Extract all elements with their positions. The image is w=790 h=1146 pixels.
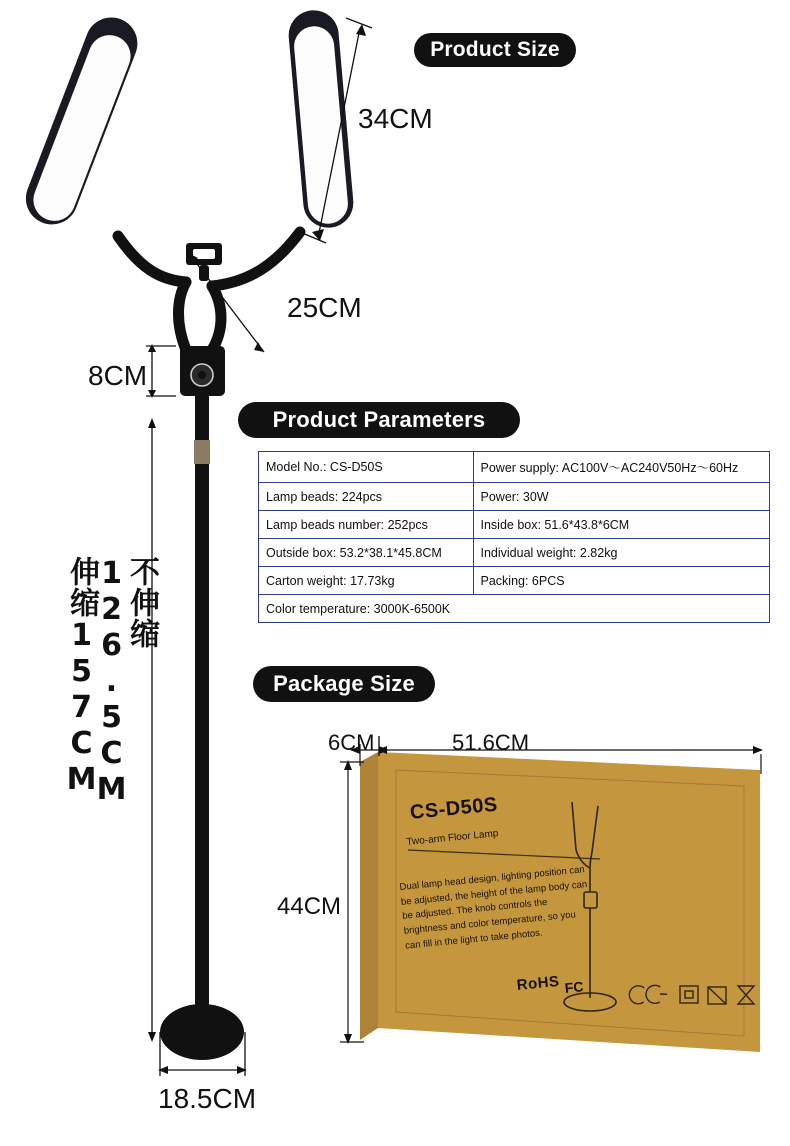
lamp-base bbox=[160, 1004, 244, 1060]
box-model-label: CS-D50S bbox=[409, 793, 499, 824]
dimension-package-depth: 6CM bbox=[328, 730, 375, 755]
dimension-package-height: 44CM bbox=[277, 893, 342, 920]
param-cell: Power supply: AC100V〜AC240V50Hz〜60Hz bbox=[473, 452, 770, 483]
table-row bbox=[259, 483, 770, 511]
table-row bbox=[259, 595, 770, 623]
param-cell: Lamp beads: 224pcs bbox=[259, 483, 474, 511]
control-box bbox=[180, 346, 225, 396]
left-lamp-head bbox=[18, 10, 145, 232]
param-cell: Power: 30W bbox=[473, 483, 770, 511]
box-description-text: Dual lamp head design, lighting position can be adjusted, the height of the lamp body can be adjusted. The knob controls the brightness and color temperature, so you can fill in the light to take photos. bbox=[399, 864, 588, 952]
right-lamp-head bbox=[287, 8, 356, 230]
product-parameters-table bbox=[258, 451, 770, 623]
table-row bbox=[259, 567, 770, 595]
dimension-base-diameter: 18.5CM bbox=[158, 1083, 257, 1114]
param-cell: Outside box: 53.2*38.1*45.8CM bbox=[259, 539, 474, 567]
box-subtitle-label: Two-arm Floor Lamp bbox=[406, 828, 499, 848]
package-size-heading: Package Size bbox=[253, 666, 435, 702]
table-row bbox=[259, 539, 770, 567]
param-cell: Color temperature: 3000K-6500K bbox=[259, 595, 770, 623]
param-cell: Inside box: 51.6*43.8*6CM bbox=[473, 511, 770, 539]
param-cell: Model No.: CS-D50S bbox=[259, 452, 474, 483]
product-size-heading: Product Size bbox=[414, 33, 576, 67]
table-row bbox=[259, 452, 770, 483]
fc-label: FC bbox=[564, 978, 585, 996]
dimension-package-width: 51.6CM bbox=[452, 730, 530, 755]
dimension-head-unit: 8CM bbox=[88, 360, 148, 391]
dimension-height-label: 不伸缩126.5CM 伸缩157CM bbox=[64, 556, 159, 808]
param-cell: Individual weight: 2.82kg bbox=[473, 539, 770, 567]
dimension-arm-spread: 25CM bbox=[287, 292, 362, 323]
table-row bbox=[259, 511, 770, 539]
rohs-label: RoHS bbox=[516, 972, 561, 994]
param-cell: Packing: 6PCS bbox=[473, 567, 770, 595]
phone-holder bbox=[186, 243, 222, 281]
param-cell: Carton weight: 17.73kg bbox=[259, 567, 474, 595]
product-parameters-heading: Product Parameters bbox=[238, 402, 520, 438]
param-cell: Lamp beads number: 252pcs bbox=[259, 511, 474, 539]
dimension-arm-length: 34CM bbox=[358, 103, 433, 134]
